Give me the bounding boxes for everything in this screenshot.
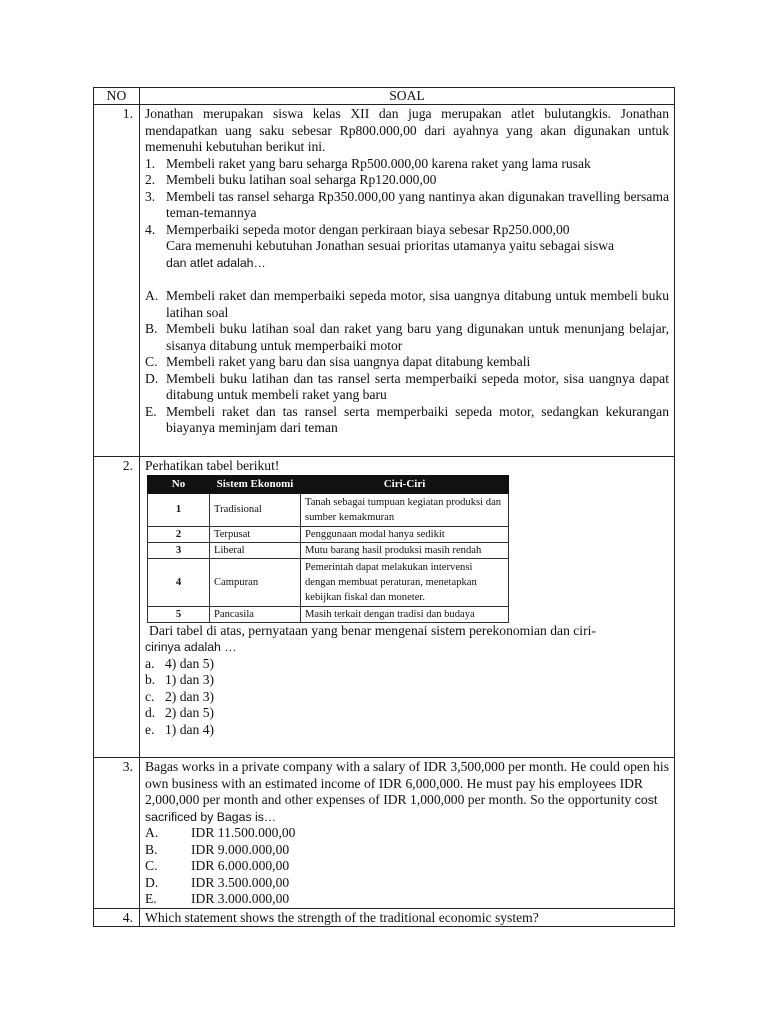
- item-marker: C.: [145, 858, 158, 873]
- table-row: [148, 558, 509, 606]
- question-prompt: Cara memenuhi kebutuhan Jonathan sesuai prioritas utamanya yaitu sebagai siswa: [166, 238, 615, 253]
- answer-options: [145, 656, 669, 739]
- item-marker: 4.: [145, 221, 156, 237]
- item-marker: B.: [145, 321, 158, 336]
- item-marker: D.: [145, 874, 159, 890]
- item-text: IDR 3.000.000,00: [191, 891, 290, 906]
- question-prompt-end: dan atlet adalah…: [166, 255, 266, 270]
- question-intro: Jonathan merupakan siswa kelas XII dan juga merupakan atlet bulutangkis. Jonathan mendapatkan uang saku sebesar Rp800.000,00 dari ayahnya yang akan digunakan untuk memenuhi kebutuhan berikut ini.: [145, 106, 669, 154]
- item-text: 2) dan 3): [165, 688, 215, 704]
- item-text: IDR 11.500.000,00: [191, 825, 296, 840]
- cell-no: 4: [148, 558, 210, 606]
- item-marker: D.: [145, 370, 159, 386]
- question-row-4: [94, 908, 675, 927]
- table-row: [148, 542, 509, 558]
- cell-system: Terpusat: [210, 526, 301, 542]
- question-content-4: Which statement shows the strength of the traditional economic system?: [140, 908, 675, 927]
- item-text: Membeli buku latihan soal dan raket yang baru yang digunakan untuk menunjang belajar, sisanya ditabung untuk memperbaiki motor: [166, 321, 669, 353]
- table-header: No: [148, 475, 210, 493]
- cell-feature: Mutu barang hasil produksi masih rendah: [301, 542, 509, 558]
- table-row: [148, 526, 509, 542]
- question-prompt-end: cirinya adalah …: [145, 640, 237, 654]
- item-marker: e.: [145, 721, 155, 737]
- list-item: [145, 371, 669, 404]
- list-item: [145, 858, 669, 875]
- cell-no: 1: [148, 493, 210, 526]
- question-content-1: [140, 105, 675, 457]
- table-row: [148, 606, 509, 622]
- header-soal: SOAL: [140, 88, 675, 105]
- list-item: [145, 222, 669, 239]
- question-prompt: Dari tabel di atas, pernyataan yang benar mengenai sistem perekonomian dan ciri-: [149, 622, 596, 638]
- item-marker: a.: [145, 655, 155, 671]
- question-text: Bagas works in a private company with a salary of IDR 3,500,000 per month. He could open his own business with an estimated income of IDR 6,000,000. He must pay his employees IDR 2,000,000 per month and other expenses of IDR 1,000,000 per month. So the opportunity: [145, 759, 670, 807]
- answer-options: [145, 825, 669, 908]
- item-marker: 1.: [145, 155, 156, 171]
- list-item: [145, 705, 669, 722]
- item-text: Membeli buku latihan dan tas ransel serta memperbaiki sepeda motor, sisa uangnya dapat ditabung untuk membeli raket yang baru: [166, 370, 669, 402]
- question-intro: Perhatikan tabel berikut!: [145, 458, 280, 473]
- list-item: [145, 875, 669, 892]
- table-row: [148, 493, 509, 526]
- list-item: [145, 354, 669, 371]
- item-text: 1) dan 4): [165, 721, 215, 737]
- list-item: [145, 189, 669, 222]
- list-item: [145, 825, 669, 842]
- list-item: [145, 656, 669, 673]
- cell-system: Pancasila: [210, 606, 301, 622]
- question-text-end: cost sacrificed by Bagas is…: [145, 793, 658, 824]
- question-number: 3.: [94, 758, 140, 909]
- cell-feature: Penggunaan modal hanya sedikit: [301, 526, 509, 542]
- list-item: [145, 156, 669, 173]
- list-item: [145, 689, 669, 706]
- question-number: 1.: [94, 105, 140, 457]
- exam-sheet: [93, 87, 675, 927]
- cell-no: 3: [148, 542, 210, 558]
- question-number: 2.: [94, 457, 140, 758]
- item-marker: A.: [145, 825, 159, 840]
- cell-feature: Masih terkait dengan tradisi dan budaya: [301, 606, 509, 622]
- cell-system: Tradisional: [210, 493, 301, 526]
- item-text: Membeli raket dan memperbaiki sepeda motor, sisa uangnya ditabung untuk membeli buku latihan soal: [166, 288, 669, 320]
- item-marker: c.: [145, 688, 155, 704]
- item-text: Membeli buku latihan soal seharga Rp120.000,00: [166, 172, 437, 187]
- cell-feature: Pemerintah dapat melakukan intervensi dengan membuat peraturan, menetapkan kebijkan fiskal dan moneter.: [301, 558, 509, 606]
- item-text: IDR 3.500.000,00: [191, 874, 290, 890]
- item-marker: A.: [145, 288, 159, 303]
- list-item: [145, 404, 669, 437]
- list-item: [145, 321, 669, 354]
- item-text: Membeli raket yang baru dan sisa uangnya dapat ditabung kembali: [166, 354, 531, 369]
- cell-no: 5: [148, 606, 210, 622]
- question-intro: [145, 759, 669, 825]
- question-content-2: [140, 457, 675, 758]
- item-marker: b.: [145, 672, 156, 687]
- item-text: Memperbaiki sepeda motor dengan perkiraan biaya sebesar Rp250.000,00: [166, 221, 570, 237]
- item-marker: 2.: [145, 172, 156, 187]
- list-item: [145, 842, 669, 859]
- item-text: IDR 6.000.000,00: [191, 858, 290, 873]
- list-item: [145, 891, 669, 908]
- item-marker: d.: [145, 705, 156, 720]
- item-text: 4) dan 5): [165, 655, 215, 671]
- economic-system-table: [147, 475, 509, 623]
- needs-list: [145, 156, 669, 239]
- question-row-1: [94, 105, 675, 457]
- item-text: IDR 9.000.000,00: [191, 841, 290, 857]
- list-item: [145, 722, 669, 739]
- question-table: [93, 87, 675, 927]
- item-marker: 3.: [145, 188, 156, 204]
- question-row-2: [94, 457, 675, 758]
- item-marker: E.: [145, 891, 157, 906]
- item-text: Membeli raket yang baru seharga Rp500.000,00 karena raket yang lama rusak: [166, 155, 591, 171]
- cell-feature: Tanah sebagai tumpuan kegiatan produksi dan sumber kemakmuran: [301, 493, 509, 526]
- table-header: Sistem Ekonomi: [210, 475, 301, 493]
- answer-options: [145, 288, 669, 437]
- cell-no: 2: [148, 526, 210, 542]
- question-row-3: [94, 758, 675, 909]
- question-number: 4.: [94, 908, 140, 927]
- item-marker: E.: [145, 403, 157, 419]
- item-text: 1) dan 3): [165, 672, 215, 687]
- header-no: NO: [94, 88, 140, 105]
- cell-system: Campuran: [210, 558, 301, 606]
- item-marker: B.: [145, 841, 158, 857]
- item-text: Membeli raket dan tas ransel serta memperbaiki sepeda motor, sedangkan kekurangan biayanya meminjam dari teman: [166, 403, 669, 435]
- list-item: [145, 672, 669, 689]
- table-header: Ciri-Ciri: [301, 475, 509, 493]
- item-text: 2) dan 5): [165, 705, 215, 720]
- item-text: Membeli tas ransel seharga Rp350.000,00 yang nantinya akan digunakan travelling bersama teman-temannya: [166, 188, 669, 220]
- item-marker: C.: [145, 354, 158, 369]
- cell-system: Liberal: [210, 542, 301, 558]
- list-item: [145, 172, 669, 189]
- header-row: [94, 88, 675, 105]
- question-content-3: [140, 758, 675, 909]
- list-item: [145, 288, 669, 321]
